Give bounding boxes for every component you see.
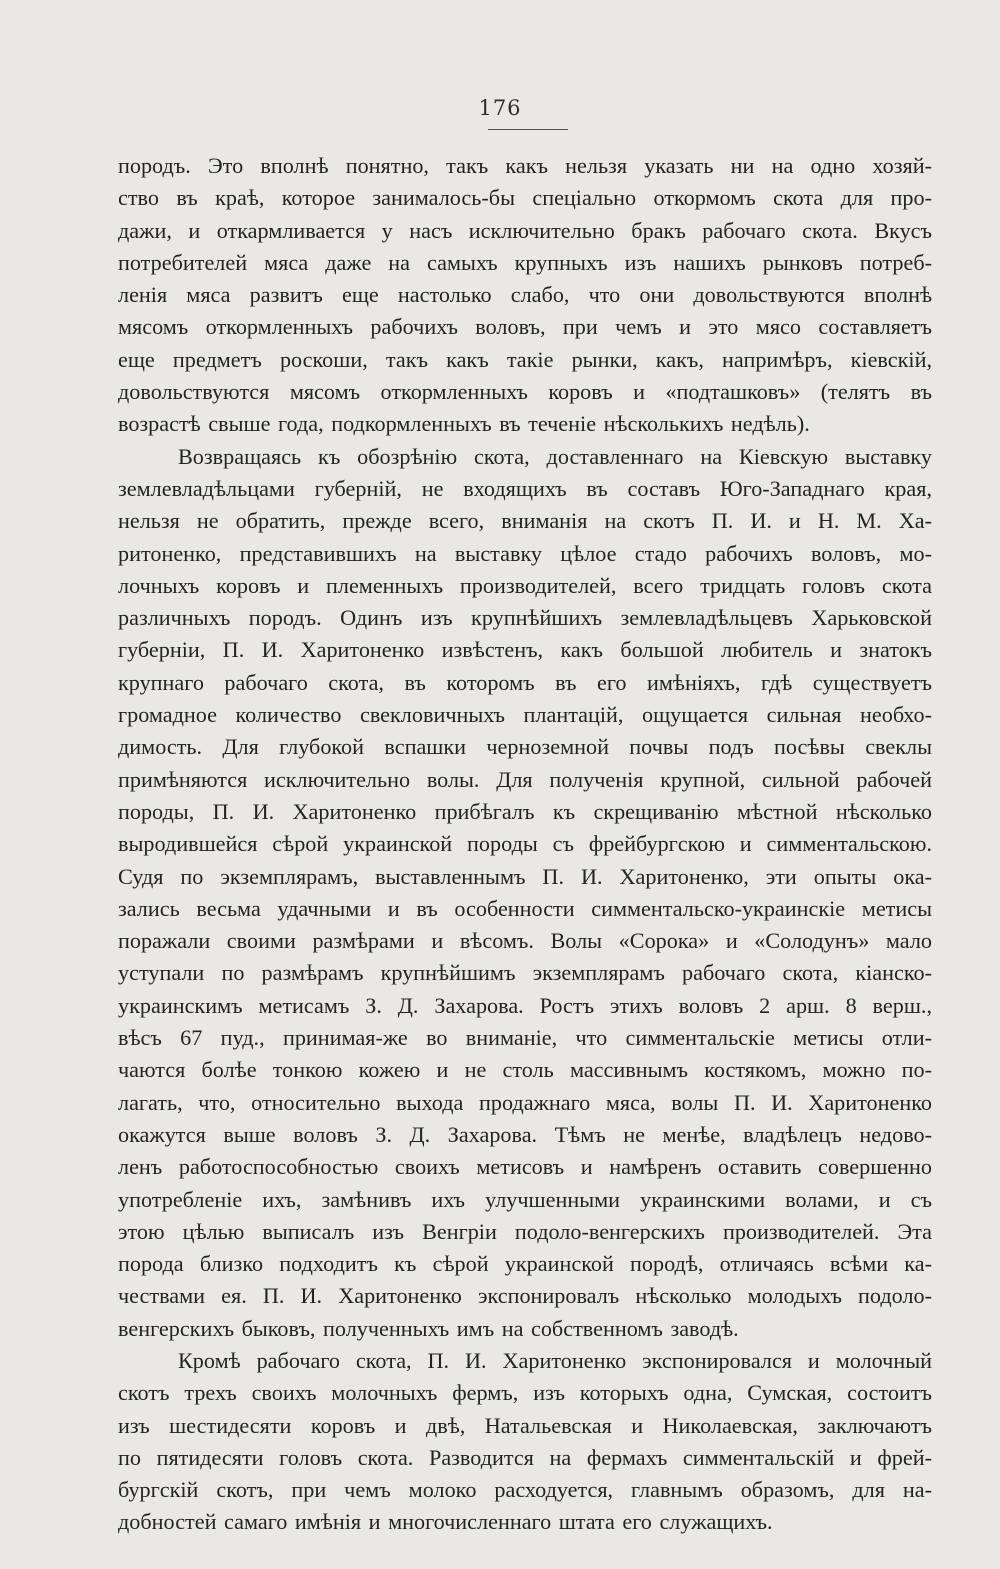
text-line: возрастѣ свыше года, подкормленныхъ въ теченіе нѣсколькихъ недѣль). [118,411,810,437]
text-line: землевладѣльцами губерній, не входящихъ въ составъ Юго-Западнаго края, [118,475,932,501]
text-line: чествами ея. П. И. Харитоненко экспонировалъ нѣсколько молодыхъ подоло- [118,1283,932,1309]
text-line: поражали своими размѣрами и вѣсомъ. Волы «Сорока» и «Солодунъ» мало [118,928,932,954]
text-line: этою цѣлью выписалъ изъ Венгріи подоло-венгерскихъ производителей. Эта [118,1218,932,1244]
text-line: различныхъ породъ. Одинъ изъ крупнѣйшихъ землевладѣльцевъ Харьковской [118,605,932,631]
text-line: употребленіе ихъ, замѣнивъ ихъ улучшенными украинскими волами, и съ [118,1186,932,1212]
text-line: по пятидесяти головъ скота. Разводится на фермахъ симментальскій и фрей- [118,1444,932,1470]
text-line: Возвращаясь къ обозрѣнію скота, доставленнаго на Кіевскую выставку [178,443,932,469]
text-line: украинскимъ метисамъ З. Д. Захарова. Ростъ этихъ воловъ 2 арш. 8 верш., [118,992,932,1018]
text-line: бургскій скотъ, при чемъ молоко расходуется, главнымъ образомъ, для на- [118,1477,932,1503]
text-line: димость. Для глубокой вспашки черноземной почвы подъ посѣвы свеклы [118,734,932,760]
text-line: ритоненко, представившихъ на выставку цѣлое стадо рабочихъ воловъ, мо- [118,540,932,566]
text-line: чаются болѣе тонкою кожею и не столь массивнымъ костякомъ, можно по- [118,1057,932,1083]
text-line: ленъ работоспособностью своихъ метисовъ и намѣренъ оставить совершенно [118,1154,932,1180]
paragraph [118,441,932,1345]
text-line: скотъ трехъ своихъ молочныхъ фермъ, изъ которыхъ одна, Сумская, состоитъ [118,1380,932,1406]
text-line: добностей самаго имѣнія и многочисленнаго штата его служащихъ. [118,1509,773,1535]
text-line: крупнаго рабочаго скота, въ которомъ въ его имѣніяхъ, гдѣ существуетъ [118,669,932,695]
text-line: вѣсъ 67 пуд., принимая-же во вниманіе, что симментальскіе метисы отли- [118,1025,932,1051]
text-line: потребителей мяса даже на самыхъ крупныхъ изъ нашихъ рынковъ потреб- [118,249,932,275]
text-line: губерніи, П. И. Харитоненко извѣстенъ, какъ большой любитель и знатокъ [118,637,932,663]
text-line: зались весьма удачными и въ особенности симментальско-украинскіе метисы [118,895,932,921]
text-line: ленія мяса развитъ еще настолько слабо, что они довольствуются вполнѣ [118,282,932,308]
text-line: изъ шестидесяти коровъ и двѣ, Натальевская и Николаевская, заключаютъ [118,1412,932,1438]
text-line: окажутся выше воловъ З. Д. Захарова. Тѣмъ не менѣе, владѣлецъ недово- [118,1121,932,1147]
text-line: лагать, что, относительно выхода продажнаго мяса, волы П. И. Харитоненко [118,1089,932,1115]
text-line: громадное количество свекловичныхъ плантацій, ощущается сильная необхо- [118,702,932,728]
page-number: 176 [478,96,522,120]
text-line: лочныхъ коровъ и племенныхъ производителей, всего тридцать головъ скота [118,572,932,598]
text-line: породы, П. И. Харитоненко прибѣгалъ къ скрещиванію мѣстной нѣсколько [118,798,932,824]
text-line: порода близко подходитъ къ сѣрой украинской породѣ, отличаясь всѣми ка- [118,1251,932,1277]
text-line: еще предметъ роскоши, такъ какъ такіе рынки, какъ, напримѣръ, кіевскій, [118,346,932,372]
text-line: довольствуются мясомъ откормленныхъ коровъ и «подташковъ» (телятъ въ [118,379,932,405]
body-text [118,150,932,1539]
text-line: дажи, и откармливается у насъ исключительно бракъ рабочаго скота. Вкусъ [118,217,932,243]
text-line: нельзя не обратить, прежде всего, вниманія на скотъ П. И. и Н. М. Ха- [118,508,932,534]
text-line: выродившейся сѣрой украинской породы съ фрейбургскою и симментальскою. [118,831,932,857]
text-line: венгерскихъ быковъ, полученныхъ имъ на собственномъ заводѣ. [118,1315,739,1341]
text-line: ство въ краѣ, которое занималось-бы спеціально откормомъ скота для про- [118,185,932,211]
page-number-rule [488,129,568,130]
text-line: Судя по экземплярамъ, выставленнымъ П. И. Харитоненко, эти опыты ока- [118,863,932,889]
paragraph [118,1345,932,1539]
text-line: мясомъ откормленныхъ рабочихъ воловъ, при чемъ и это мясо составляетъ [118,314,932,340]
text-line: породъ. Это вполнѣ понятно, такъ какъ нельзя указать ни на одно хозяй- [118,153,932,178]
text-line: примѣняются исключительно волы. Для полученія крупной, сильной рабочей [118,766,932,792]
paragraph [118,150,932,441]
text-line: уступали по размѣрамъ крупнѣйшимъ экземплярамъ рабочаго скота, кіанско- [118,960,932,986]
text-line: Кромѣ рабочаго скота, П. И. Харитоненко экспонировался и молочный [178,1347,932,1373]
